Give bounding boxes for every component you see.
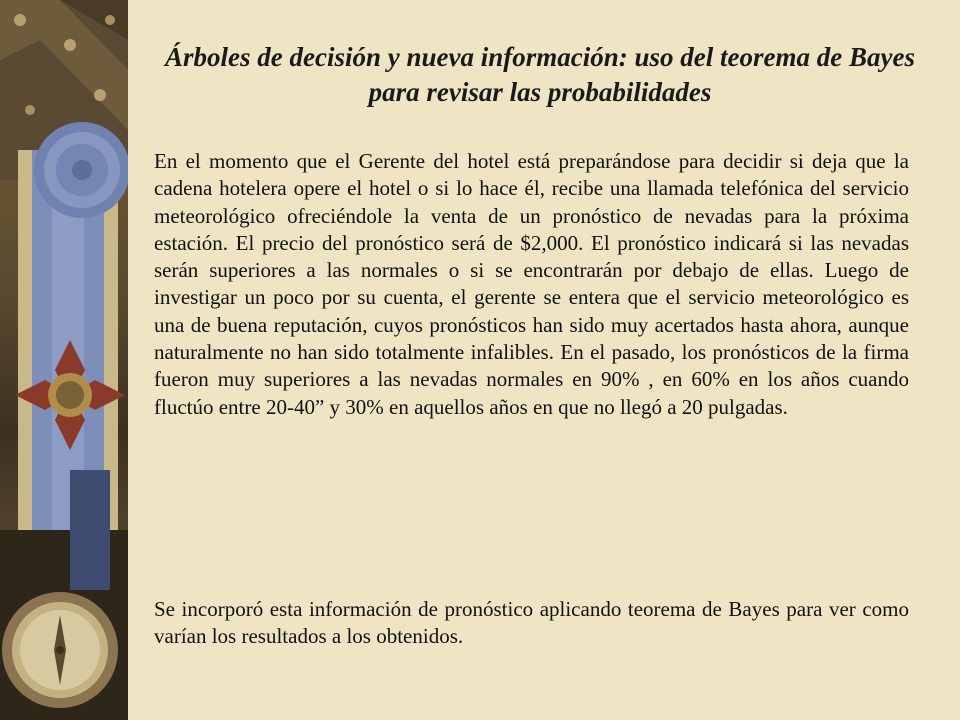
slide-title: Árboles de decisión y nueva información: uso del teorema de Bayes para revisar las probabilidades [165,42,915,107]
decorative-photo-strip [0,0,128,720]
body-paragraph-2: Se incorporó esta información de pronóstico aplicando teorema de Bayes para ver como varían los resultados a los obtenidos. [154,597,909,649]
body-paragraph-1: En el momento que el Gerente del hotel está preparándose para decidir si deja que la cadena hotelera opere el hotel o si lo hace él, recibe una llamada telefónica del servicio meteorológico ofreciéndole la venta de un pronóstico de nevadas para la próxima estación. El precio del pronóstico será de $2,000. El pronóstico indicará si las nevadas serán superiores a las normales o si se encontrarán por debajo de ellas. Luego de investigar un poco por su cuenta, el gerente se entera que el servicio meteorológico es una de buena reputación, cuyos pronósticos han sido muy acertados hasta ahora, aunque naturalmente no han sido totalmente infalibles. En el pasado, los pronósticos de la firma fueron muy superiores a las nevadas normales en 90% , en 60% en los años cuando fluctúo entre 20-40” y 30% en aquellos años en que no llegó a 20 pulgadas. [154,149,909,419]
compass-icon [2,592,118,708]
medals-photo-icon [0,0,128,720]
